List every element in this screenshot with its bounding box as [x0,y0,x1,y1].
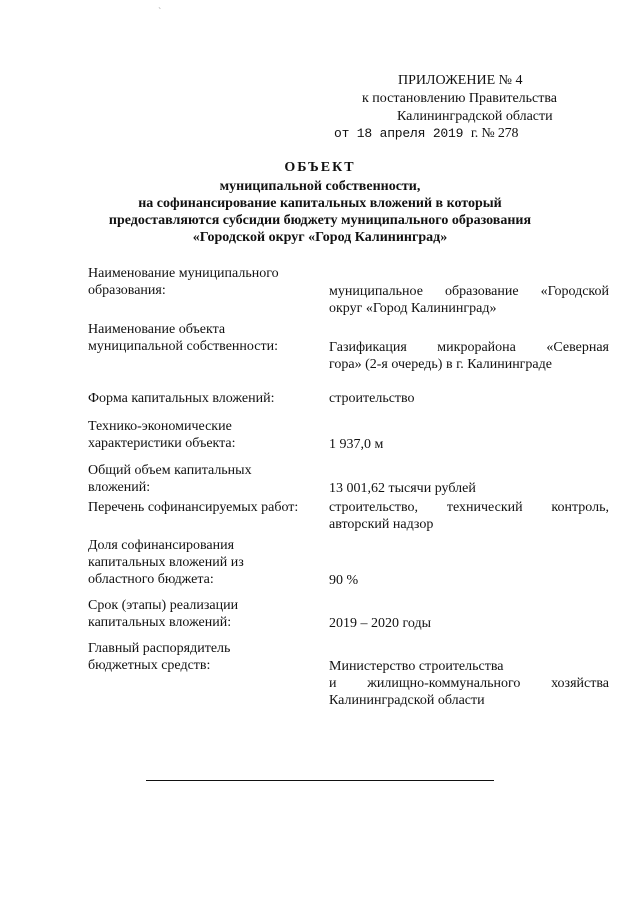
label-line: Перечень софинансируемых работ: [88,500,299,515]
label-line: муниципальной собственности: [88,339,278,354]
label-line: областного бюджета: [88,572,214,587]
label-line: Главный распорядитель [88,641,231,656]
label-line: капитальных вложений: [88,615,232,630]
value-line: и жилищно-коммунального хозяйства [329,676,609,691]
label-line: бюджетных средств: [88,658,211,673]
value-line: 90 % [329,573,359,588]
label-line: характеристики объекта: [88,436,236,451]
appendix-region-line: Калининградской области [397,109,553,124]
heading-line: муниципальной собственности, [219,179,421,194]
field-label [88,537,318,588]
label-line: Доля софинансирования [88,538,235,553]
appendix-date-line [334,125,518,142]
appendix-title: ПРИЛОЖЕНИЕ № 4 [398,73,523,88]
label-line: Общий объем капитальных [88,463,252,478]
appendix-resolution-line: к постановлению Правительства [362,91,558,106]
label-line: Наименование муниципального [88,266,279,281]
value-line: 1 937,0 м [329,437,384,452]
field-value [329,283,609,317]
value-line: гора» (2-я очередь) в г. Калининграде [329,357,552,372]
field-value [329,436,609,453]
label-line: вложений: [88,480,151,495]
field-label [88,462,318,496]
heading-line: на софинансирование капитальных вложений в который [138,196,502,211]
field-label [88,321,318,355]
field-label [88,265,318,299]
field-label [88,390,318,407]
label-line: Наименование объекта [88,322,226,337]
field-label [88,640,318,674]
appendix-date: от 18 апреля 2019 [334,126,464,141]
document-heading [0,159,640,246]
field-label [88,597,318,631]
field-value [329,339,609,373]
footer-divider [146,780,494,781]
document-title: ОБЪЕКТ [284,160,356,175]
value-line: авторский надзор [329,517,434,532]
value-line: Калининградской области [329,693,485,708]
label-line: Форма капитальных вложений: [88,391,275,406]
appendix-number: г. № 278 [470,126,519,141]
value-line: строительство, технический контроль, [329,500,609,515]
label-line: образования: [88,283,166,298]
value-line: 13 001,62 тысячи рублей [329,481,476,496]
value-line: 2019 – 2020 годы [329,616,432,631]
value-line: муниципальное образование «Городской [329,284,609,299]
page-mark: ` [158,7,162,18]
heading-line: предоставляются субсидии бюджету муниципального образования [108,213,532,228]
value-line: округ «Город Калининград» [329,301,497,316]
label-line: Технико-экономические [88,419,232,434]
label-line: Срок (этапы) реализации [88,598,239,613]
label-line: капитальных вложений из [88,555,244,570]
value-line: Газификация микрорайона «Северная [329,340,609,355]
field-value [329,499,609,533]
field-label [88,418,318,452]
value-line: строительство [329,391,415,406]
field-value [329,390,609,407]
field-value [329,658,609,709]
field-value [329,572,609,589]
field-value [329,480,609,497]
field-label [88,499,318,516]
value-line: Министерство строительства [329,659,504,674]
heading-line: «Городской округ «Город Калининград» [192,230,448,245]
field-value [329,615,609,632]
